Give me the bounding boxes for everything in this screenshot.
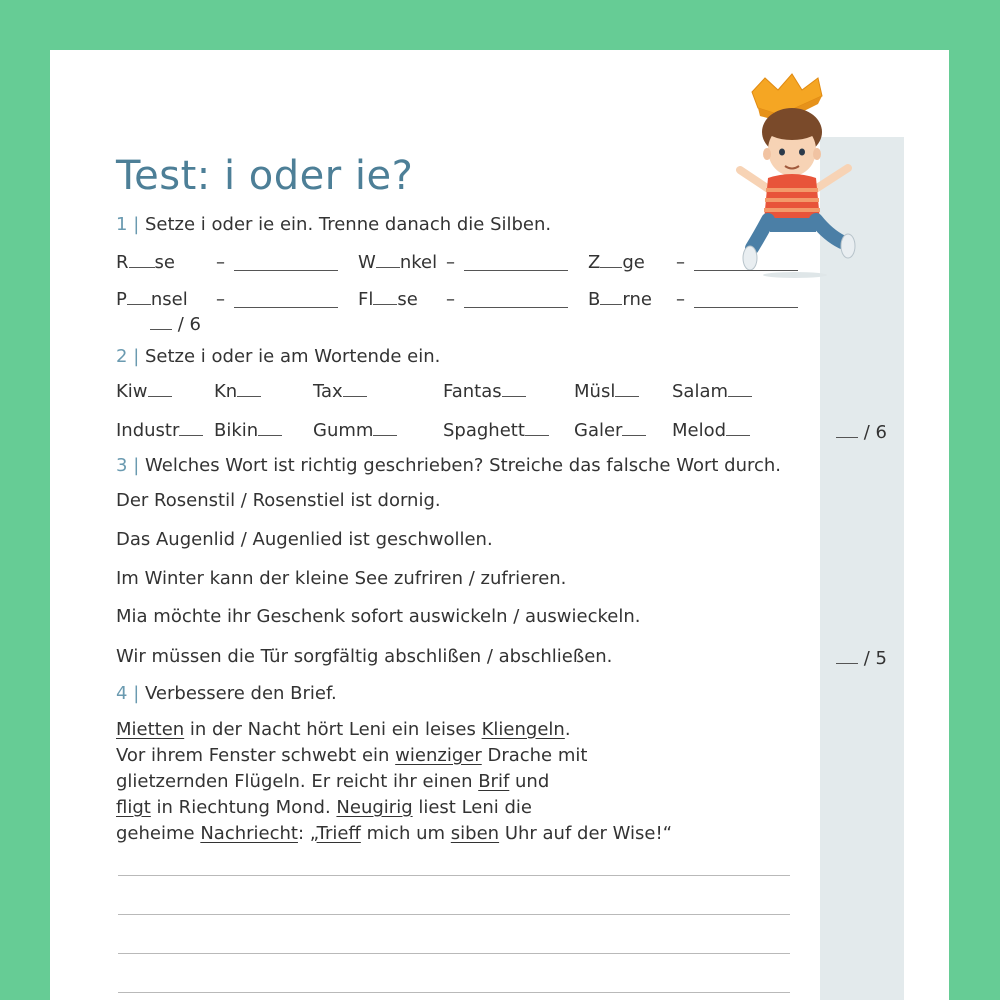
ex2-word: Melod <box>672 420 750 442</box>
letter-gap[interactable] <box>258 421 282 436</box>
section-instruction: Verbessere den Brief. <box>145 683 337 704</box>
marked-word: fligt <box>116 797 151 818</box>
letter-gap[interactable] <box>129 253 155 268</box>
section-separator: | <box>133 214 140 235</box>
letter-gap[interactable] <box>237 382 261 397</box>
letter-gap[interactable] <box>376 253 400 268</box>
section-instruction: Setze i oder ie ein. Trenne danach die Silben. <box>145 214 552 235</box>
section-separator: | <box>133 683 140 704</box>
ex3-sentence: Mia möchte ihr Geschenk sofort auswickeln / auswieckeln. <box>116 606 641 627</box>
ex2-word: Müsl <box>574 381 639 403</box>
marked-word: Neugirig <box>336 797 413 818</box>
ex1-answer-line[interactable] <box>234 256 338 275</box>
ex1-dash: – <box>676 252 685 273</box>
score-max: / 5 <box>863 648 887 669</box>
word-end: nsel <box>150 289 188 310</box>
section-separator: | <box>133 346 140 367</box>
ex1-word <box>358 289 418 311</box>
ex3-sentence: Der Rosenstil / Rosenstiel ist dornig. <box>116 490 441 511</box>
writing-line[interactable] <box>118 992 790 993</box>
section-1-heading <box>116 214 551 236</box>
ex1-answer-line[interactable] <box>694 256 798 275</box>
ex1-answer-line[interactable] <box>234 293 338 312</box>
section-number: 1 <box>116 214 128 235</box>
word-end: ge <box>622 252 645 273</box>
ex2-word: Spaghett <box>443 420 549 442</box>
marked-word: wienziger <box>395 745 482 766</box>
ex1-dash: – <box>446 289 455 310</box>
word-start: Fl <box>358 289 374 310</box>
ex3-sentence: Wir müssen die Tür sorgfältig abschlißen / abschließen. <box>116 646 613 667</box>
word-start: P <box>116 289 127 310</box>
ex3-score <box>836 648 887 670</box>
section-4-heading <box>116 683 337 705</box>
letter-gap[interactable] <box>373 290 397 305</box>
writing-line[interactable] <box>118 953 790 954</box>
score-blank[interactable] <box>836 423 858 438</box>
letter-gap[interactable] <box>373 421 397 436</box>
ex1-word <box>588 252 645 274</box>
letter-line: fligt in Riechtung Mond. Neugirig liest Leni die <box>116 797 532 818</box>
ex1-word <box>358 252 437 274</box>
word-end: se <box>154 252 175 273</box>
ex1-dash: – <box>676 289 685 310</box>
marked-word: Brif <box>478 771 510 792</box>
writing-line[interactable] <box>118 875 790 876</box>
ex2-word: Gumm <box>313 420 397 442</box>
letter-line: geheime Nachriecht: „Trieff mich um siben Uhr auf der Wise!“ <box>116 823 673 844</box>
letter-gap[interactable] <box>502 382 526 397</box>
ex1-word <box>588 289 652 311</box>
marked-word: Mietten <box>116 719 185 740</box>
ex2-word: Galer <box>574 420 646 442</box>
section-instruction: Setze i oder ie am Wortende ein. <box>145 346 441 367</box>
letter-gap[interactable] <box>525 421 549 436</box>
marked-word: Nachriecht <box>200 823 298 844</box>
letter-gap[interactable] <box>728 382 752 397</box>
ex2-word: Fantas <box>443 381 526 403</box>
writing-line[interactable] <box>118 914 790 915</box>
ex2-word: Kn <box>214 381 261 403</box>
section-instruction: Welches Wort ist richtig geschrieben? Streiche das falsche Wort durch. <box>145 455 782 476</box>
ex2-word: Industr <box>116 420 203 442</box>
word-start: R <box>116 252 129 273</box>
word-start: Z <box>588 252 601 273</box>
ex2-word: Tax <box>313 381 367 403</box>
page-title: Test: i oder ie? <box>116 153 414 199</box>
letter-line: Mietten in der Nacht hört Leni ein leises Kliengeln. <box>116 719 571 740</box>
ex2-score <box>836 422 887 444</box>
ex3-sentence: Im Winter kann der kleine See zufriren / zufrieren. <box>116 568 567 589</box>
ex2-word: Bikin <box>214 420 282 442</box>
letter-gap[interactable] <box>615 382 639 397</box>
ex3-sentence: Das Augenlid / Augenlied ist geschwollen. <box>116 529 493 550</box>
score-max: / 6 <box>177 314 201 335</box>
ex1-score <box>150 314 201 336</box>
section-2-heading <box>116 346 440 368</box>
section-number: 2 <box>116 346 128 367</box>
ex1-word <box>116 252 175 274</box>
letter-gap[interactable] <box>726 421 750 436</box>
section-number: 4 <box>116 683 128 704</box>
word-end: rne <box>622 289 652 310</box>
section-3-heading <box>116 455 781 477</box>
letter-gap[interactable] <box>127 290 151 305</box>
letter-gap[interactable] <box>148 382 172 397</box>
ex1-answer-line[interactable] <box>694 293 798 312</box>
word-end: nkel <box>399 252 438 273</box>
marked-word: Trieff <box>316 823 361 844</box>
ex2-word: Salam <box>672 381 752 403</box>
letter-gap[interactable] <box>600 290 622 305</box>
marked-word: siben <box>450 823 500 844</box>
word-end: se <box>397 289 418 310</box>
ex1-dash: – <box>446 252 455 273</box>
ex1-dash: – <box>216 289 225 310</box>
marked-word: Kliengeln <box>481 719 565 740</box>
letter-gap[interactable] <box>622 421 646 436</box>
score-blank[interactable] <box>836 649 858 664</box>
letter-text <box>116 717 672 847</box>
word-start: B <box>588 289 601 310</box>
letter-gap[interactable] <box>600 253 622 268</box>
ex1-answer-line[interactable] <box>464 256 568 275</box>
ex1-dash: – <box>216 252 225 273</box>
word-start: W <box>358 252 376 273</box>
section-separator: | <box>133 455 140 476</box>
letter-gap[interactable] <box>343 382 367 397</box>
letter-gap[interactable] <box>179 421 203 436</box>
score-blank[interactable] <box>150 315 172 330</box>
boy-with-crown-illustration <box>730 70 860 280</box>
ex1-answer-line[interactable] <box>464 293 568 312</box>
letter-line: glietzernden Flügeln. Er reicht ihr einen Brif und <box>116 771 550 792</box>
ex1-word <box>116 289 188 311</box>
section-number: 3 <box>116 455 128 476</box>
letter-line: Vor ihrem Fenster schwebt ein wienziger Drache mit <box>116 745 588 766</box>
score-max: / 6 <box>863 422 887 443</box>
ex2-word: Kiw <box>116 381 172 403</box>
